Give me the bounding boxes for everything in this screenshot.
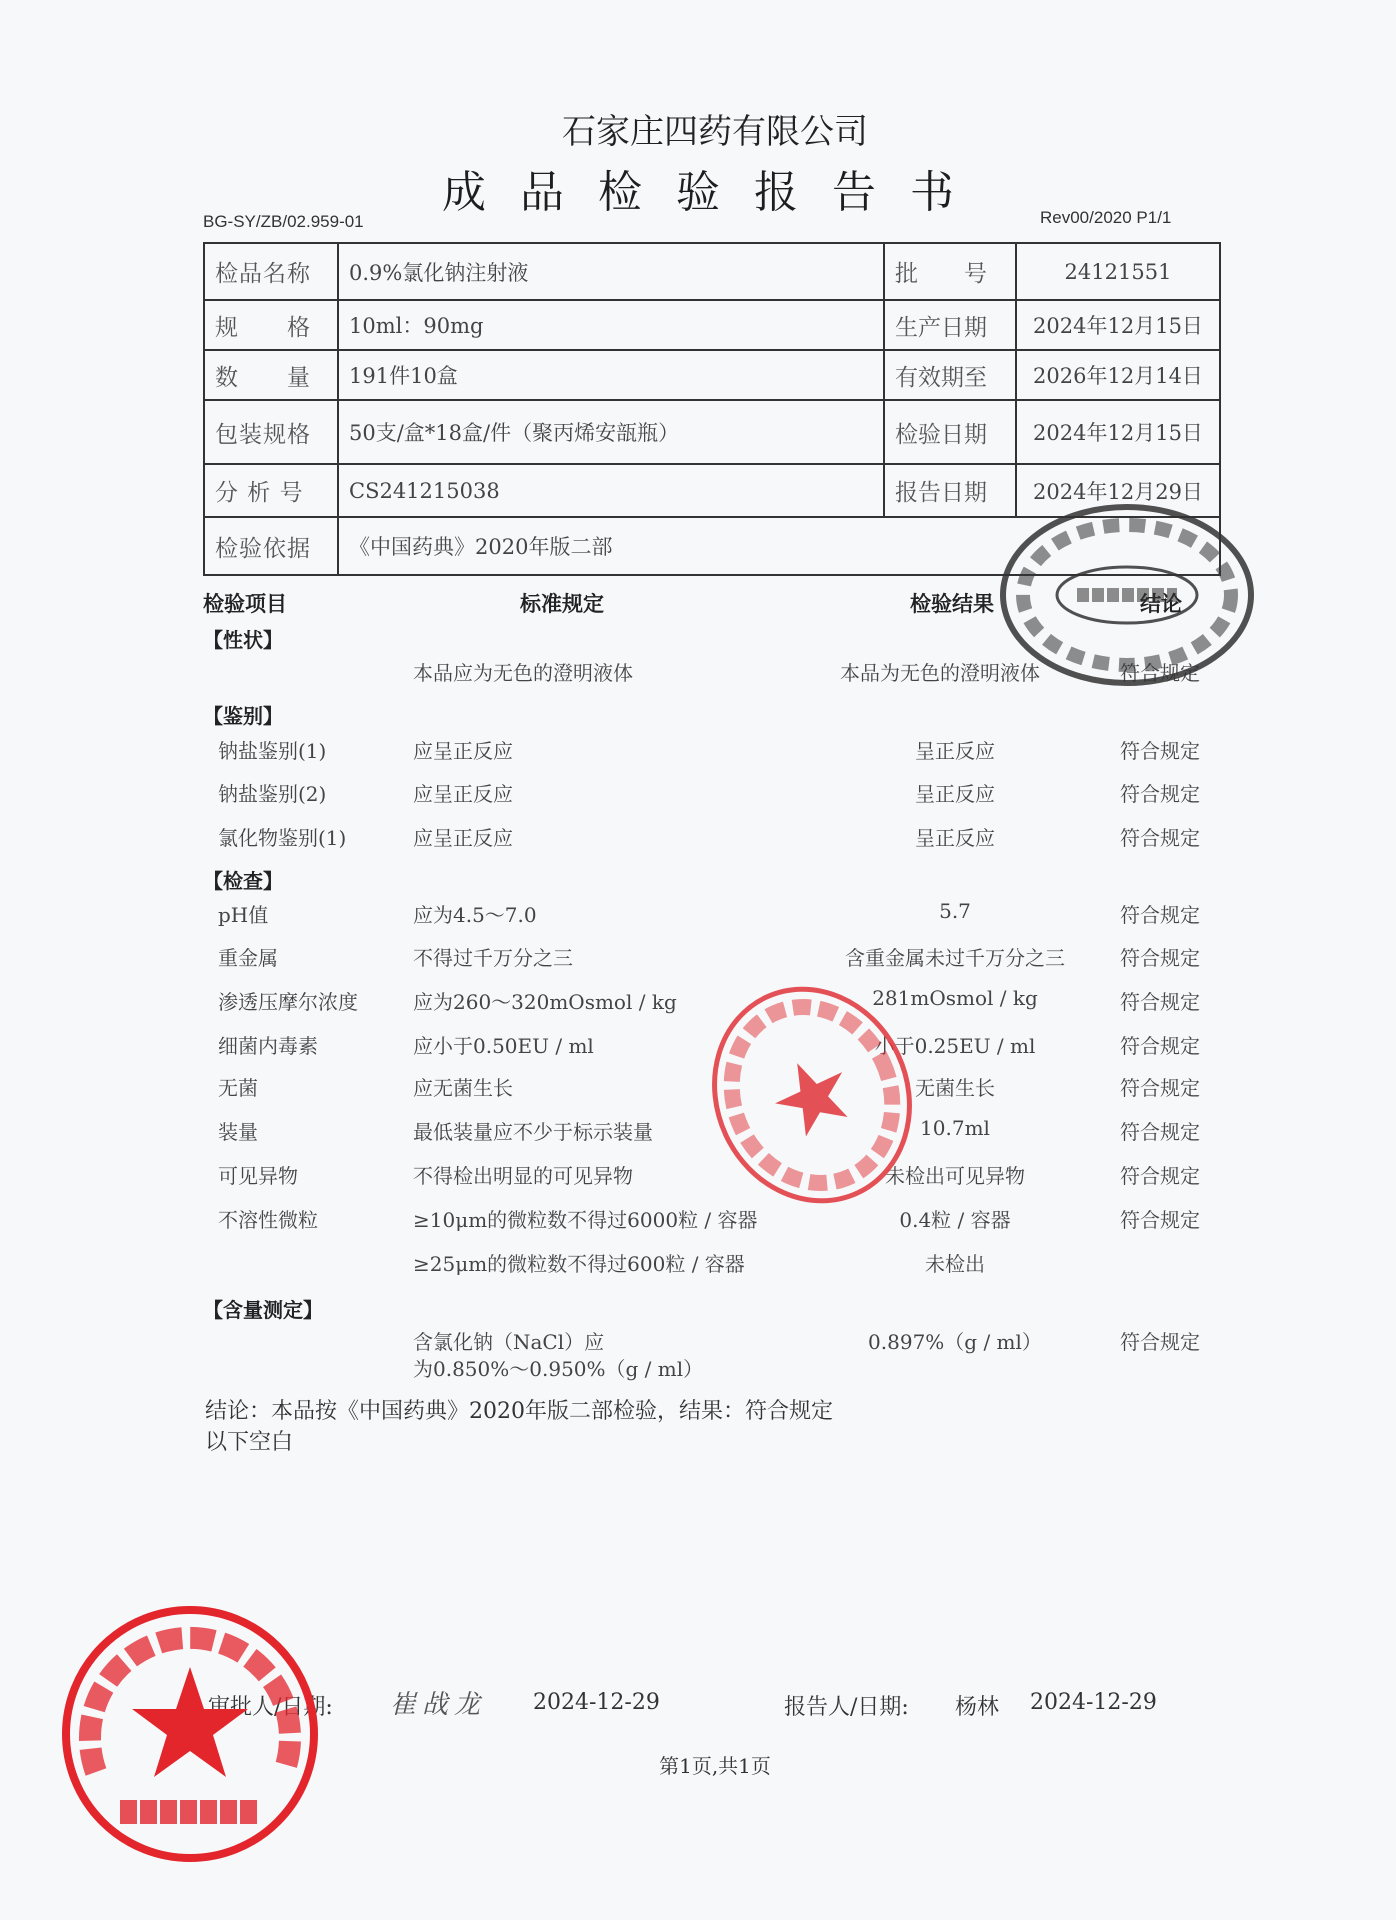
info-row bbox=[204, 400, 1220, 464]
distributor-quality-stamp bbox=[58, 1602, 322, 1866]
result: 呈正反应 bbox=[915, 826, 995, 850]
result: 无菌生长 bbox=[915, 1076, 995, 1100]
info-value: 2024年12月15日 bbox=[1016, 300, 1220, 350]
report-title: 成品检验报告书 bbox=[442, 167, 988, 218]
conclusion: 符合规定 bbox=[1120, 782, 1200, 806]
info-label: 数 量 bbox=[204, 350, 338, 400]
inspection-stamp bbox=[702, 980, 922, 1210]
standard: 应为4.5～7.0 bbox=[413, 903, 537, 927]
approver-label: 审批人/日期: bbox=[208, 1695, 333, 1720]
test-item: 细菌内毒素 bbox=[218, 1034, 318, 1058]
standard: 本品应为无色的澄明液体 bbox=[413, 661, 633, 685]
standard: 应呈正反应 bbox=[413, 739, 513, 763]
standard: 应小于0.50EU / ml bbox=[413, 1034, 594, 1058]
standard: ≥25μm的微粒数不得过600粒 / 容器 bbox=[413, 1252, 745, 1276]
approver-date: 2024-12-29 bbox=[533, 1690, 660, 1715]
standard: 含氯化钠（NaCl）应 bbox=[413, 1330, 605, 1354]
test-item: 可见异物 bbox=[218, 1164, 298, 1188]
result: 0.4粒 / 容器 bbox=[899, 1208, 1011, 1232]
info-value: CS241215038 bbox=[338, 464, 884, 517]
info-row bbox=[204, 243, 1220, 300]
test-item: 无菌 bbox=[218, 1076, 258, 1100]
info-label: 检品名称 bbox=[204, 243, 338, 300]
result: 281mOsmol / kg bbox=[872, 986, 1038, 1010]
info-label: 分 析 号 bbox=[204, 464, 338, 517]
info-value: 《中国药典》2020年版二部 bbox=[338, 517, 1220, 575]
revision: Rev00/2020 P1/1 bbox=[1040, 208, 1172, 227]
blank-note: 以下空白 bbox=[205, 1430, 294, 1455]
test-item: 钠盐鉴别(2) bbox=[218, 782, 327, 806]
standard: 应呈正反应 bbox=[413, 826, 513, 850]
info-label: 规 格 bbox=[204, 300, 338, 350]
result: 10.7ml bbox=[920, 1116, 990, 1140]
reporter-date: 2024-12-29 bbox=[1030, 1690, 1157, 1715]
info-label: 批 号 bbox=[884, 243, 1016, 300]
conclusion: 符合规定 bbox=[1120, 661, 1200, 685]
conclusion: 符合规定 bbox=[1120, 1034, 1200, 1058]
info-label: 包装规格 bbox=[204, 400, 338, 464]
reporter-label: 报告人/日期: bbox=[784, 1695, 909, 1720]
section-assay: 【含量测定】 bbox=[203, 1298, 323, 1322]
conclusion: 符合规定 bbox=[1120, 826, 1200, 850]
section-tests: 【检查】 bbox=[203, 869, 283, 893]
info-label: 检验依据 bbox=[204, 517, 338, 575]
info-value: 2026年12月14日 bbox=[1016, 350, 1220, 400]
info-value: 50支/盒*18盒/件（聚丙烯安瓿瓶） bbox=[338, 400, 884, 464]
conclusion: 符合规定 bbox=[1120, 1076, 1200, 1100]
conclusion: 符合规定 bbox=[1120, 903, 1200, 927]
conclusion: 符合规定 bbox=[1120, 739, 1200, 763]
company-name: 石家庄四药有限公司 bbox=[562, 112, 868, 152]
test-item: 不溶性微粒 bbox=[218, 1208, 318, 1232]
standard: 不得过千万分之三 bbox=[413, 946, 573, 970]
approver-signature: 崔战龙 bbox=[390, 1690, 487, 1720]
standard: 应呈正反应 bbox=[413, 782, 513, 806]
conclusion: 符合规定 bbox=[1120, 1208, 1200, 1232]
test-item: 氯化物鉴别(1) bbox=[218, 826, 347, 850]
company-quality-stamp bbox=[995, 500, 1259, 690]
result: 含重金属未过千万分之三 bbox=[845, 946, 1065, 970]
info-value: 24121551 bbox=[1016, 243, 1220, 300]
page-number: 第1页,共1页 bbox=[659, 1754, 771, 1778]
column-conclusion: 结论 bbox=[1140, 592, 1182, 616]
info-label: 检验日期 bbox=[884, 400, 1016, 464]
result: 5.7 bbox=[939, 899, 971, 923]
standard: 不得检出明显的可见异物 bbox=[413, 1164, 633, 1188]
conclusion: 符合规定 bbox=[1120, 990, 1200, 1014]
section-appearance: 【性状】 bbox=[203, 628, 283, 652]
info-value: 10ml：90mg bbox=[338, 300, 884, 350]
column-item: 检验项目 bbox=[203, 592, 287, 616]
conclusion: 符合规定 bbox=[1120, 1330, 1200, 1354]
section-identification: 【鉴别】 bbox=[203, 704, 283, 728]
result: 小于0.25EU / ml bbox=[874, 1034, 1036, 1058]
info-row bbox=[204, 300, 1220, 350]
column-standard: 标准规定 bbox=[520, 592, 604, 616]
info-label: 生产日期 bbox=[884, 300, 1016, 350]
result: 呈正反应 bbox=[915, 782, 995, 806]
document-number: BG-SY/ZB/02.959-01 bbox=[203, 212, 364, 231]
info-label: 有效期至 bbox=[884, 350, 1016, 400]
result: 本品为无色的澄明液体 bbox=[840, 661, 1040, 685]
column-result: 检验结果 bbox=[910, 592, 994, 616]
test-item: 渗透压摩尔浓度 bbox=[218, 990, 358, 1014]
test-item: pH值 bbox=[218, 903, 269, 927]
info-value: 2024年12月15日 bbox=[1016, 400, 1220, 464]
conclusion: 符合规定 bbox=[1120, 946, 1200, 970]
reporter-name: 杨林 bbox=[955, 1695, 1000, 1720]
info-row bbox=[204, 350, 1220, 400]
info-value: 2024年12月29日 bbox=[1016, 464, 1220, 517]
result: 呈正反应 bbox=[915, 739, 995, 763]
test-item: 装量 bbox=[218, 1120, 258, 1144]
result: 0.897%（g / ml） bbox=[868, 1330, 1042, 1354]
result: 未检出 bbox=[925, 1252, 985, 1276]
result: 未检出可见异物 bbox=[885, 1164, 1025, 1188]
conclusion: 符合规定 bbox=[1120, 1164, 1200, 1188]
conclusion-text: 结论：本品按《中国药典》2020年版二部检验，结果：符合规定 bbox=[205, 1399, 833, 1424]
standard: ≥10μm的微粒数不得过6000粒 / 容器 bbox=[413, 1208, 758, 1232]
standard: 应无菌生长 bbox=[413, 1076, 513, 1100]
test-item: 钠盐鉴别(1) bbox=[218, 739, 327, 763]
standard: 为0.850%～0.950%（g / ml） bbox=[413, 1357, 704, 1381]
info-value: 191件10盒 bbox=[338, 350, 884, 400]
info-label: 报告日期 bbox=[884, 464, 1016, 517]
conclusion: 符合规定 bbox=[1120, 1120, 1200, 1144]
standard: 最低装量应不少于标示装量 bbox=[413, 1120, 653, 1144]
test-item: 重金属 bbox=[218, 946, 278, 970]
info-value: 0.9%氯化钠注射液 bbox=[338, 243, 884, 300]
standard: 应为260～320mOsmol / kg bbox=[413, 990, 677, 1014]
